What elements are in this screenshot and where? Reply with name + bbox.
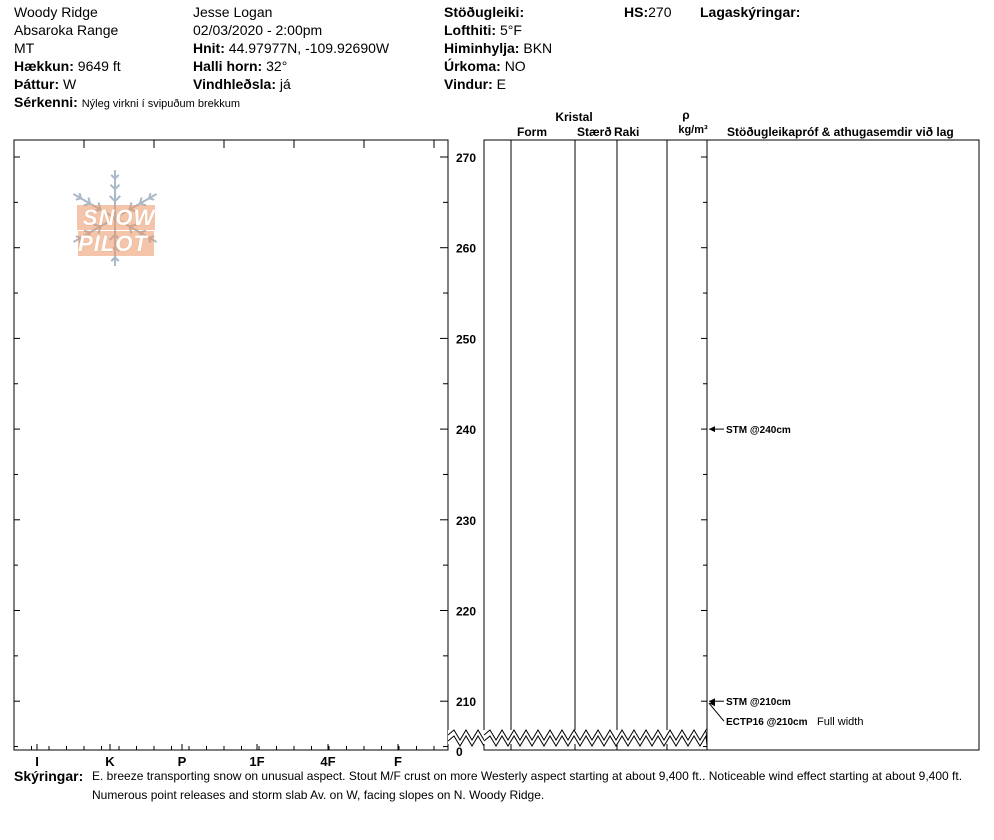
density-unit-header: kg/m³ — [678, 124, 708, 136]
stability-test-note: Full width — [817, 716, 864, 729]
location-name: Woody Ridge — [14, 4, 98, 20]
form-header: Form — [517, 125, 547, 139]
observation-datetime: 02/03/2020 - 2:00pm — [193, 22, 323, 38]
slope-angle-value: 32° — [266, 58, 288, 74]
air-temp-label: Lofthiti: — [444, 22, 497, 38]
legend-title: Lagaskýringar: — [700, 4, 801, 20]
stability-test-label: ECTP16 @210cm — [726, 717, 808, 729]
mountain-range: Absaroka Range — [14, 22, 119, 38]
hardness-tick-label: P — [177, 754, 187, 769]
wind-label: Vindur: — [444, 76, 493, 92]
hardness-tick-label: 4F — [320, 754, 336, 769]
y-tick-label: 230 — [456, 513, 477, 528]
y-tick-label: 210 — [456, 695, 477, 710]
comments-line-2: Numerous point releases and storm slab Av. on W, facing slopes on N. Woody Ridge. — [92, 788, 545, 802]
coordinates-value: 44.97977N, -109.92690W — [228, 40, 390, 56]
y-tick-label: 260 — [456, 241, 477, 256]
tests-header: Stöðugleikapróf & athugasemdir við lag — [727, 125, 954, 139]
state: MT — [14, 40, 35, 56]
y-tick-label: 220 — [456, 604, 477, 619]
wind-loading-value: já — [279, 76, 291, 92]
wind-value: E — [496, 76, 506, 92]
features-label: Sérkenni: — [14, 94, 78, 110]
elevation-label: Hækkun: — [14, 58, 74, 74]
hardness-tick-label: 1F — [249, 754, 265, 769]
layer-table-frame — [484, 140, 979, 750]
y-tick-label: 240 — [456, 423, 477, 438]
aspect-value: W — [63, 76, 77, 92]
y-tick-label: 270 — [456, 151, 477, 165]
precipitation-value: NO — [504, 58, 526, 74]
elevation-value: 9649 ft — [77, 58, 121, 74]
crystal-header: Kristal — [555, 110, 593, 124]
test-arrowhead — [709, 426, 715, 432]
coordinates-label: Hnit: — [193, 40, 225, 56]
features-value: Nýleg virkni í svipuðum brekkum — [81, 98, 241, 110]
stability-label: Stöðugleiki: — [444, 4, 525, 20]
size-header: Stærð — [577, 125, 612, 139]
stability-test-label: STM @210cm — [726, 697, 791, 709]
air-temp-value: 5°F — [499, 22, 522, 38]
aspect-label: Þáttur: — [14, 76, 60, 92]
precipitation-label: Úrkoma: — [444, 58, 501, 74]
hardness-tick-label: F — [394, 754, 402, 769]
sky-cover-value: BKN — [523, 40, 553, 56]
comments-label: Skýringar: — [14, 768, 84, 784]
observer-name: Jesse Logan — [193, 4, 273, 20]
snow-height-label: HS: — [624, 4, 649, 20]
moisture-header: Raki — [614, 125, 640, 139]
snowpilot-logo-text: SNOW PILOT — [78, 205, 156, 256]
wind-loading-label: Vindhleðsla: — [193, 76, 276, 92]
y-break-label: 0 — [456, 745, 463, 759]
comments-line-1: E. breeze transporting snow on unusual aspect. Stout M/F crust on more Westerly aspect starting at about 9,400 ft.. Noticeable wind effect starting at about 9,400 ft. — [92, 769, 963, 783]
sky-cover-label: Himinhylja: — [444, 40, 520, 56]
test-leader-line — [709, 703, 724, 721]
hardness-tick-label: I — [35, 754, 39, 769]
snowpilot-logo — [38, 205, 194, 256]
rho-header: ρ — [682, 108, 690, 122]
snow-height-value: 270 — [648, 4, 672, 20]
stability-test-label: STM @240cm — [726, 425, 791, 437]
y-tick-label: 250 — [456, 332, 477, 347]
slope-angle-label: Halli horn: — [193, 58, 263, 74]
hardness-tick-label: K — [105, 754, 115, 769]
